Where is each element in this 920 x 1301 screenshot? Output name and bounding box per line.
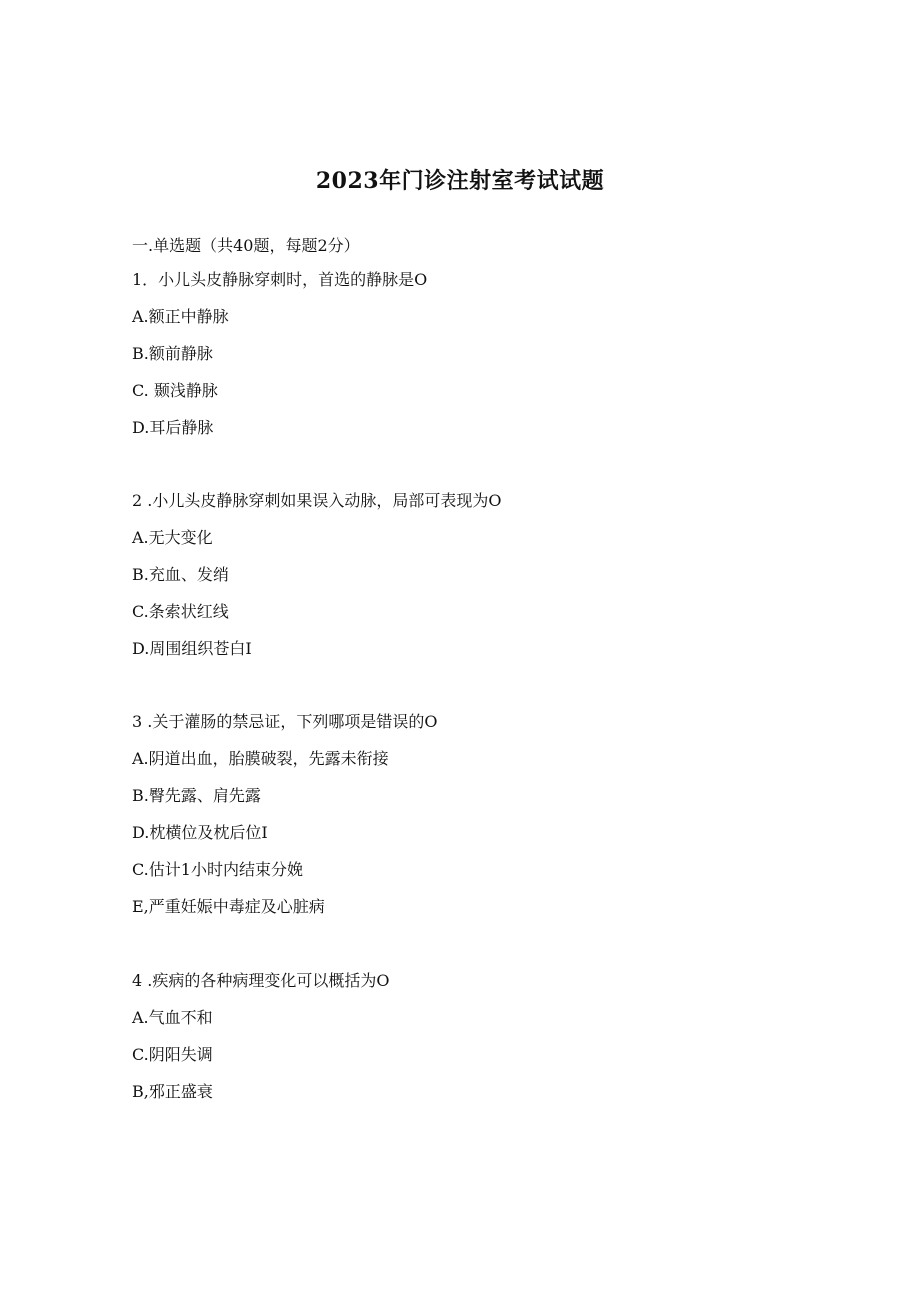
question-3-option-5: E,严重妊娠中毒症及心脏病 bbox=[132, 897, 325, 916]
question-2-option-a: A.无大变化 bbox=[132, 528, 213, 547]
question-4-stem: 4 .疾病的各种病理变化可以概括为O bbox=[132, 971, 390, 990]
question-1-option-a: A.额正中静脉 bbox=[132, 307, 229, 326]
question-2-option-c: C.条索状红线 bbox=[132, 602, 229, 621]
question-2-option-b: B.充血、发绡 bbox=[132, 565, 229, 584]
question-3-stem: 3 .关于灌肠的禁忌证，下列哪项是错误的O bbox=[132, 712, 438, 731]
question-1-option-b: B.额前静脉 bbox=[132, 344, 213, 363]
question-2-stem: 2 .小儿头皮静脉穿刺如果误入动脉，局部可表现为O bbox=[132, 491, 502, 510]
question-2-option-d: D.周围组织苍白I bbox=[132, 639, 252, 658]
question-1-stem: 1．小儿头皮静脉穿刺时，首选的静脉是O bbox=[132, 270, 428, 289]
question-3-option-4: C.估计1小时内结束分娩 bbox=[132, 860, 303, 879]
section-heading: 一.单选题（共40题，每题2分） bbox=[132, 236, 360, 255]
question-1-option-c: C. 颞浅静脉 bbox=[132, 381, 218, 400]
question-4-option-3: B,邪正盛衰 bbox=[132, 1082, 213, 1101]
question-1-option-d: D.耳后静脉 bbox=[132, 418, 214, 437]
question-3-option-3: D.枕横位及枕后位I bbox=[132, 823, 268, 842]
question-3-option-1: A.阴道出血，胎膜破裂，先露未衔接 bbox=[132, 749, 389, 768]
page-title: 2023年门诊注射室考试试题 bbox=[315, 168, 605, 194]
question-3-option-2: B.臀先露、肩先露 bbox=[132, 786, 261, 805]
question-4-option-2: C.阴阳失调 bbox=[132, 1045, 213, 1064]
question-4-option-1: A.气血不和 bbox=[132, 1008, 213, 1027]
